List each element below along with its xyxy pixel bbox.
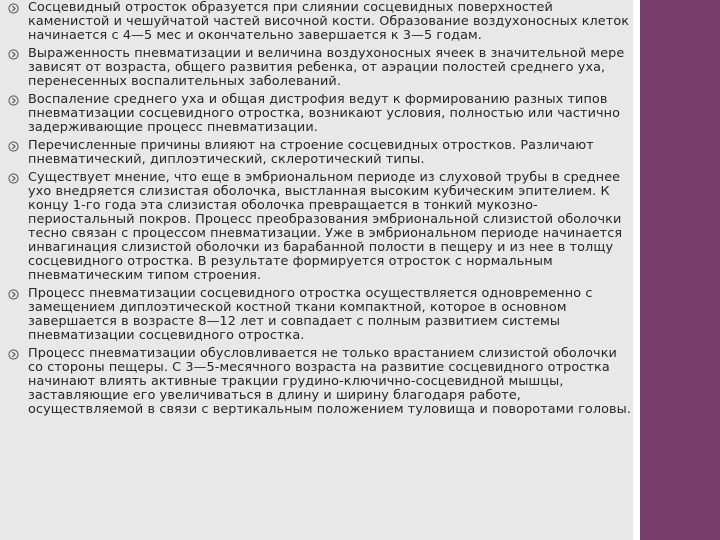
bullet-text: Сосцевидный отросток образуется при слиянии сосцевидных поверхностей каменистой и чешуйчатой частей височной кости. Образование воздухоносных клеток начинается с 4—5 мес и окончательно завершается к 3—5 годам. xyxy=(28,0,630,43)
circle-arrow-right-icon xyxy=(8,3,19,14)
bullet-text: Воспаление среднего уха и общая дистрофия ведут к формированию разных типов пневматизации сосцевидного отростка, возникают условия, полностью или частично задерживающие процесс пневматизации. xyxy=(28,92,621,135)
circle-arrow-right-icon xyxy=(8,49,19,60)
bullet-item xyxy=(6,171,632,283)
bullet-text: Перечисленные причины влияют на строение сосцевидных отростков. Различают пневматический, диплоэтический, склеротический типы. xyxy=(28,138,594,167)
bullet-list xyxy=(6,1,632,417)
bullet-text: Процесс пневматизации обусловливается не только врастанием слизистой оболочки со стороны пещеры. С 3—5-месячного возраста на развитие сосцевидного отростка начинают влиять активные тракции грудино-ключично-сосцевидной мышцы, заставляющие его увеличиваться в длину и ширину благодаря работе, осуществляемой в связи с вертикальным положением туловища и поворотами головы. xyxy=(28,346,632,417)
accent-bar xyxy=(640,0,720,540)
circle-arrow-right-icon xyxy=(8,141,19,152)
bullet-item xyxy=(6,287,632,343)
bullet-item xyxy=(6,347,632,417)
bullet-item xyxy=(6,1,632,43)
accent-bar-edge xyxy=(633,0,640,540)
circle-arrow-right-icon xyxy=(8,95,19,106)
slide-body xyxy=(6,1,632,537)
bullet-item xyxy=(6,139,632,167)
bullet-item xyxy=(6,93,632,135)
bullet-text: Существует мнение, что еще в эмбриональном периоде из слуховой трубы в среднее ухо внедряется слизистая оболочка, выстланная высоким кубическим эпителием. К концу 1-го года эта слизистая оболочка превращается в тонкий мукозно-периостальный покров. Процесс преобразования эмбриональной слизистой оболочки тесно связан с процессом пневматизации. Уже в эмбриональном периоде начинается инвагинация слизистой оболочки из барабанной полости в пещеру и из нее в толщу сосцевидного отростка. В результате формируется отросток с нормальным пневматическим типом строения. xyxy=(28,170,623,283)
circle-arrow-right-icon xyxy=(8,173,19,184)
bullet-text: Выраженность пневматизации и величина воздухоносных ячеек в значительной мере зависят от возраста, общего развития ребенка, от аэрации полостей среднего уха, перенесенных воспалительных заболеваний. xyxy=(28,46,625,89)
bullet-text: Процесс пневматизации сосцевидного отростка осуществляется одновременно с замещением диплоэтической костной ткани компактной, которое в основном завершается в возрасте 8—12 лет и совпадает с полным развитием системы пневматизации сосцевидного отростка. xyxy=(28,286,593,343)
bullet-item xyxy=(6,47,632,89)
circle-arrow-right-icon xyxy=(8,349,19,360)
circle-arrow-right-icon xyxy=(8,289,19,300)
